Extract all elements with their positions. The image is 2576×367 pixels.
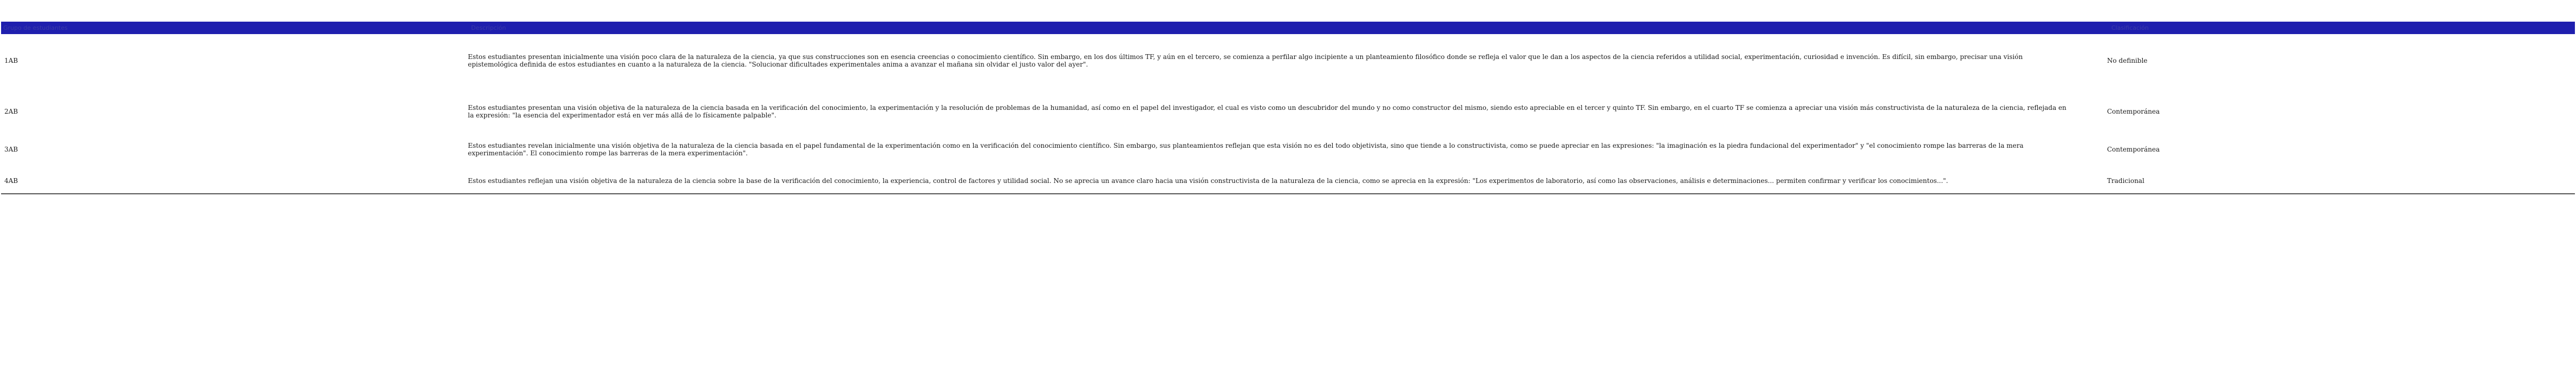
row-description: Estos estudiantes presentan una visión objetiva de la naturaleza de la ciencia basada en la verificación del conocimiento, la experimentación y la resolución de problemas de la humanidad, así como en el papel del investigador, el cual es visto como un descubridor del mundo y no como constructor del mismo, siendo esto apreciable en el tercer y quinto TF. Sin embargo, en el cuarto TF se comienza a apreciar una visión más constructivista de la naturaleza de la ciencia, reflejada en la expresión: "la esencia del experimentador está en ver más allá de lo físicamente palpable". — [468, 104, 2066, 119]
row-group: 2AB — [4, 108, 18, 115]
table-header — [1, 22, 2575, 34]
table-row — [1, 168, 2575, 193]
row-classification: Contemporánea — [2107, 146, 2160, 153]
table-row — [1, 130, 2575, 168]
row-classification: Tradicional — [2107, 177, 2144, 185]
table-bottom-rule — [1, 193, 2575, 194]
header-description: Descripción — [471, 24, 506, 31]
table-row — [1, 85, 2575, 130]
row-description: Estos estudiantes revelan inicialmente una visión objetiva de la naturaleza de la ciencia basada en el papel fundamental de la experimentación como en la verificación del conocimiento científico. Sin embargo, sus planteamientos reflejan que esta visión no es del todo objetivista, sino que tiende a lo constructivista, como se puede apreciar en las expresiones: "la imaginación es la piedra fundacional del experimentador" y "el conocimiento rompe las barreras de la mera experimentación". El conocimiento rompe las barreras de la mera experimentación". — [468, 142, 2024, 157]
results-table — [1, 22, 2575, 194]
row-description: Estos estudiantes presentan inicialmente una visión poco clara de la naturaleza de la ciencia, ya que sus construcciones son en esencia creencias o conocimiento científico. Sin embargo, en los dos últimos TF, y aún en el tercero, se comienza a perfilar algo incipiente a un planteamiento filosófico donde se refleja el valor que le dan a los aspectos de la ciencia referidos a utilidad social, experimentación, curiosidad e invención. Es difícil, sin embargo, precisar una visión epistemológica definida de estos estudiantes en cuanto a la naturaleza de la ciencia. "Solucionar dificultades experimentales anima a avanzar el mañana sin olvidar el justo valor del ayer". — [468, 53, 2023, 68]
row-group: 4AB — [4, 177, 18, 185]
row-group: 3AB — [4, 146, 18, 153]
row-classification: Contemporánea — [2107, 108, 2160, 115]
header-classification: Clasificación — [2111, 24, 2149, 31]
table-row — [1, 34, 2575, 85]
header-group: Grupo de estudiantes — [3, 24, 68, 31]
row-group: 1AB — [4, 57, 18, 64]
row-description: Estos estudiantes reflejan una visión objetiva de la naturaleza de la ciencia sobre la base de la verificación del conocimiento, la experiencia, control de factores y utilidad social. No se aprecia un avance claro hacia una visión constructivista de la naturaleza de la ciencia, como se aprecia en la expresión: "Los experimentos de laboratorio, así como las observaciones, análisis e determinaciones... permiten confirmar y verificar los conocimientos...". — [468, 177, 1948, 185]
row-classification: No definible — [2107, 57, 2148, 64]
